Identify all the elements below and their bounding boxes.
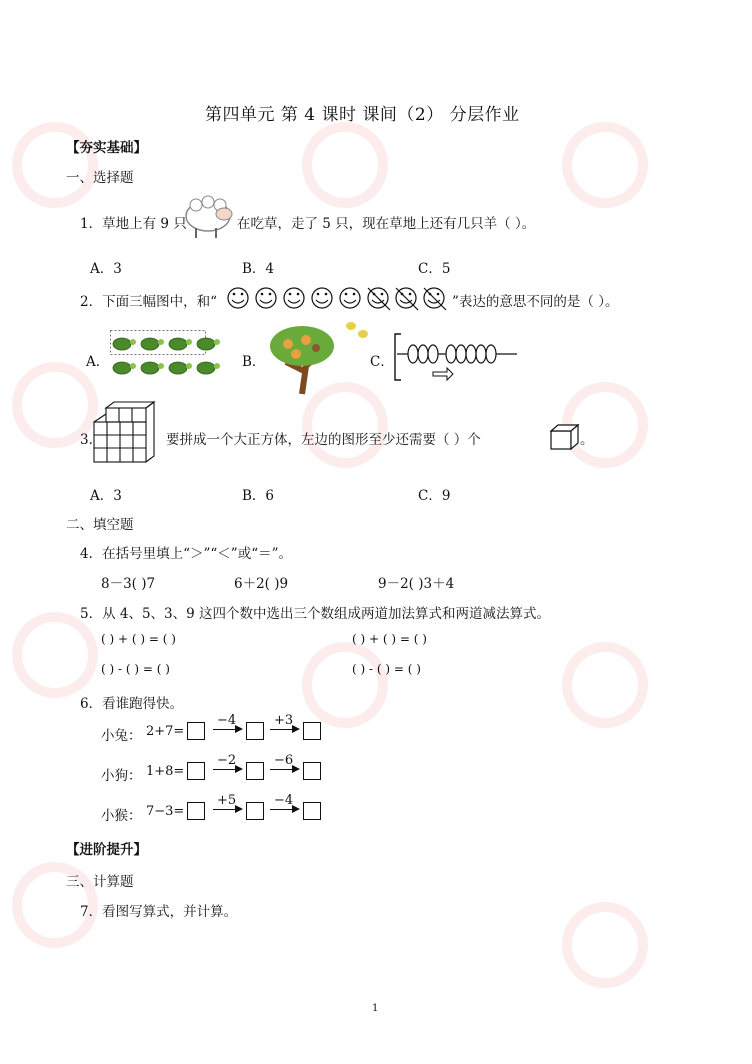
arrow-op [270, 713, 302, 735]
arrow-op [213, 713, 245, 735]
q1-option-a: A．3 [90, 261, 122, 277]
q6-row-label: 小兔： [101, 728, 142, 744]
answer-box [303, 802, 321, 820]
q4-item-1: 8－3( )7 [101, 576, 156, 592]
q1-text-post: 在吃草，走了 5 只，现在草地上还有几只羊（ ）。 [237, 216, 536, 232]
sheep-icon [182, 192, 236, 242]
q6-row-label: 小猴： [101, 808, 142, 824]
part-heading-calc: 三、计算题 [66, 874, 134, 890]
answer-box [187, 762, 205, 780]
q3-option-b: B．6 [242, 488, 275, 504]
q5-sub-1: ( ) - ( ) = ( ) [101, 662, 170, 676]
q2-text-pre: 2．下面三幅图中，和“ [80, 294, 217, 310]
answer-box [246, 722, 264, 740]
page-title: 第四单元 第 4 课时 课间（2） 分层作业 [205, 105, 520, 125]
q6-row-expr: 1+8= [146, 764, 185, 779]
watermark-logo [10, 610, 100, 700]
answer-box [187, 802, 205, 820]
section-heading-advanced: 【进阶提升】 [66, 842, 147, 858]
arrow-op [213, 793, 245, 815]
q2-label-a: A． [86, 354, 110, 370]
q6-row-label: 小狗： [101, 768, 142, 784]
arrow-op-label: −4 [217, 713, 237, 728]
q3-text-end: 。 [580, 432, 594, 448]
q4-text: 4．在括号里填上“＞”“＜”或“＝”。 [80, 546, 292, 562]
q1-text-pre: 1．草地上有 9 只 [80, 216, 187, 232]
q3-option-c: C．9 [418, 488, 451, 504]
q1-option-c: C．5 [418, 261, 451, 277]
watermark-logo [300, 120, 390, 210]
watermark-logo [300, 640, 390, 730]
part-heading-fill: 二、填空题 [66, 517, 134, 533]
q7-text: 7．看图写算式，并计算。 [80, 904, 238, 920]
watermark-logo [560, 900, 650, 990]
section-heading-basic: 【夯实基础】 [66, 140, 147, 156]
q3-option-a: A．3 [90, 488, 122, 504]
answer-box [303, 762, 321, 780]
small-cube-icon [550, 424, 580, 450]
arrow-op-label: −2 [217, 753, 237, 768]
turtles-image [110, 330, 238, 382]
answer-box [246, 762, 264, 780]
cube-stack-image [92, 400, 164, 468]
answer-box [246, 802, 264, 820]
q2-text-post: ”表达的意思不同的是（ ）。 [452, 294, 619, 310]
q3-text: 要拼成一个大正方体，左边的图形至少还需要（ ）个 [166, 432, 481, 448]
answer-box [187, 722, 205, 740]
page-number: 1 [372, 1003, 379, 1014]
q5-add-1: ( ) + ( ) = ( ) [101, 632, 176, 646]
arrow-op [270, 753, 302, 775]
arrow-op-label: +5 [217, 793, 237, 808]
watermark-logo [560, 640, 650, 730]
q3-number: 3． [80, 432, 103, 448]
q2-label-b: B． [242, 354, 266, 370]
answer-box [303, 722, 321, 740]
watermark-logo [10, 120, 100, 210]
arrow-op-label: −4 [274, 793, 294, 808]
arrow-op-label: −6 [274, 753, 294, 768]
arrow-op [270, 793, 302, 815]
q5-add-2: ( ) + ( ) = ( ) [352, 632, 427, 646]
part-heading-choice: 一、选择题 [66, 170, 134, 186]
q5-sub-2: ( ) - ( ) = ( ) [352, 662, 421, 676]
arrow-op-label: +3 [274, 713, 294, 728]
flying-birds-icon [343, 318, 373, 342]
q6-row-expr: 2+7= [146, 724, 185, 739]
q1-option-b: B．4 [242, 261, 275, 277]
arrow-op [213, 753, 245, 775]
q4-item-3: 9－2( )3＋4 [378, 576, 455, 592]
watermark-logo [560, 120, 650, 210]
q6-row-expr: 7−3= [146, 804, 185, 819]
q4-item-2: 6＋2( )9 [234, 576, 289, 592]
q6-text: 6．看谁跑得快。 [80, 696, 184, 712]
smiley-faces-icon [226, 284, 452, 312]
tree-with-birds-image [266, 322, 338, 396]
q5-text: 5．从 4、5、3、9 这四个数中选出三个数组成两道加法算式和两道减法算式。 [80, 606, 551, 622]
q2-label-c: C． [370, 354, 394, 370]
bead-string-image [393, 332, 519, 382]
